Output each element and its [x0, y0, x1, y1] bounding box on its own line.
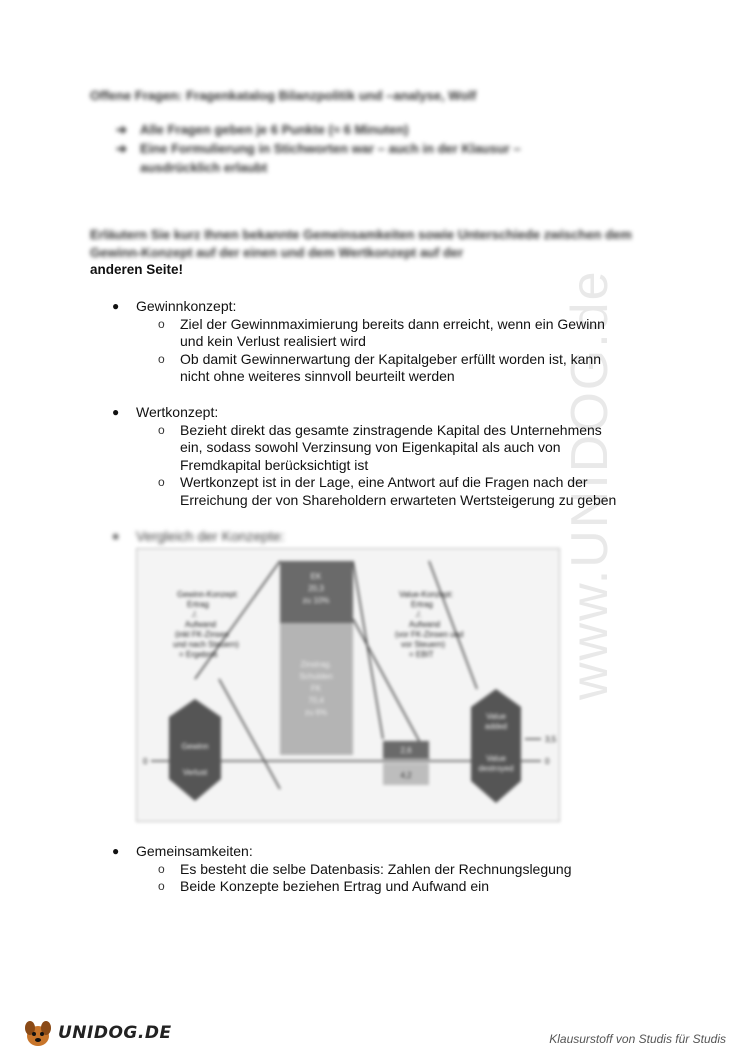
section-title: Gemeinsamkeiten: [136, 843, 253, 859]
tick-left: 0 [143, 757, 148, 766]
gain-label: Gewinn [181, 742, 209, 751]
list-line: Beide Konzepte beziehen Ertrag und Aufwand ein [180, 878, 490, 894]
debt-label: Schulden [299, 672, 333, 681]
circle-bullet-icon: o [158, 879, 165, 893]
diagram-svg [137, 549, 559, 821]
debt-value: 70,4 [308, 696, 324, 705]
connector-line [219, 679, 280, 789]
concept-diagram [136, 548, 560, 822]
section-gemeinsamkeiten [112, 843, 612, 896]
section-gewinnkonzept [112, 298, 612, 386]
equity-value: 20,3 [308, 584, 324, 593]
tick-right-upper: 3,5 [545, 735, 557, 744]
left-label-line: Ertrag [187, 600, 209, 609]
right-label-line: Aufwand [409, 620, 441, 629]
note-item: Eine Formulierung in Stichworten war – auch in der Klausur – [140, 141, 521, 156]
logo-text: UNIDOG.DE [58, 1023, 172, 1043]
sublist [158, 861, 658, 896]
notes-list [116, 120, 521, 177]
value-destroyed-label: destroyed [478, 764, 514, 773]
list-item [180, 316, 658, 351]
circle-bullet-icon: o [158, 316, 165, 331]
list-line: nicht ohne weiteres sinnvoll beurteilt werden [180, 368, 455, 384]
right-label-line: Value-Konzept: [399, 590, 454, 599]
right-label-line: vor Steuern) [401, 640, 446, 649]
equity-rate: zu 10% [302, 596, 330, 605]
right-label-line: Ertrag [411, 600, 433, 609]
section-vergleich [112, 528, 285, 546]
footer-logo [22, 1018, 172, 1048]
bullet-icon: ● [112, 299, 120, 313]
section-title: Gewinnkonzept: [136, 298, 237, 314]
list-line: Ziel der Gewinnmaximierung bereits dann erreicht, wenn ein Gewinn [180, 315, 605, 332]
section-wertkonzept [112, 404, 617, 509]
dog-mascot-icon [22, 1018, 54, 1048]
bullet-icon: ● [112, 844, 120, 858]
left-label-line: (inkl FK-Zinsen [175, 630, 229, 639]
value-added-label: Value [486, 712, 506, 721]
left-label-line: ./. [191, 610, 198, 619]
loss-label: Verlust [182, 768, 208, 777]
list-line: Erreichung der von Shareholdern erwarteten Wertsteigerung zu geben [180, 491, 617, 508]
bullet-icon: ● [112, 405, 120, 419]
arrow-icon: ➔ [116, 122, 127, 137]
debt-label: FK [310, 684, 322, 693]
list-line: ein, sodass sowohl Verzinsung von Eigenkapital als auch von [180, 439, 561, 455]
question-text: Erläutern Sie kurz Ihnen bekannte Gemeinsamkeiten sowie Unterschiede zwischen dem Gewinn-Konzept auf der einen und dem Wertkonzept auf der [90, 227, 632, 260]
left-label-line: Gewinn-Konzept: [177, 590, 239, 599]
list-item [180, 351, 658, 386]
sublist [158, 422, 658, 510]
value-hexagon [471, 689, 521, 803]
document-title: Offene Fragen: Fragenkatalog Bilanzpolitik und –analyse, Wolf [90, 88, 477, 103]
note-item-continued: ausdrücklich erlaubt [140, 160, 268, 175]
circle-bullet-icon: o [158, 475, 165, 489]
list-item [180, 861, 658, 879]
left-label-line: und nach Steuern) [173, 640, 239, 649]
right-label-line: = EBIT [409, 650, 434, 659]
watermark-text: www.UNIDOG.de [561, 269, 619, 700]
footer-tagline: Klausurstoff von Studis für Studis [549, 1032, 726, 1046]
cost-value: 4,2 [400, 771, 412, 780]
circle-bullet-icon: o [158, 351, 165, 366]
bullet-icon: ● [112, 529, 120, 543]
list-line: Bezieht direkt das gesamte zinstragende Kapital des Unternehmens [180, 421, 602, 438]
tick-right-lower: 0 [545, 757, 550, 766]
sublist [158, 316, 658, 386]
debt-rate: zu 6% [304, 708, 328, 717]
value-added-label: added [484, 722, 508, 731]
section-title: Wertkonzept: [136, 404, 219, 420]
debt-label: Zinstrag. [300, 660, 332, 669]
right-label-line: ./. [415, 610, 422, 619]
list-item [180, 878, 658, 896]
question-end: anderen Seite! [90, 262, 184, 277]
ebit-value: 2,6 [400, 746, 412, 755]
connector-line [353, 561, 383, 739]
list-item [180, 474, 658, 509]
list-line: Fremdkapital berücksichtigt ist [180, 456, 369, 473]
circle-bullet-icon: o [158, 422, 165, 437]
left-label-line: Aufwand [185, 620, 217, 629]
section-title: Vergleich der Konzepte: [136, 528, 285, 544]
left-label-line: = Ergebnis [179, 650, 218, 659]
note-item: Alle Fragen geben je 6 Punkte (≈ 6 Minuten) [140, 122, 409, 137]
list-line: Ob damit Gewinnerwartung der Kapitalgeber erfüllt worden ist, kann [180, 350, 601, 367]
list-item [180, 422, 658, 475]
value-destroyed-label: Value [486, 754, 506, 763]
list-line: und kein Verlust realisiert wird [180, 333, 366, 349]
list-line: Es besteht die selbe Datenbasis: Zahlen der Rechnungslegung [180, 860, 572, 877]
right-label-line: (vor FK-Zinsen und [395, 630, 464, 639]
circle-bullet-icon: o [158, 861, 165, 876]
equity-label: EK [310, 572, 322, 581]
list-line: Wertkonzept ist in der Lage, eine Antwort auf die Fragen nach der [180, 474, 588, 490]
arrow-icon: ➔ [116, 141, 127, 156]
